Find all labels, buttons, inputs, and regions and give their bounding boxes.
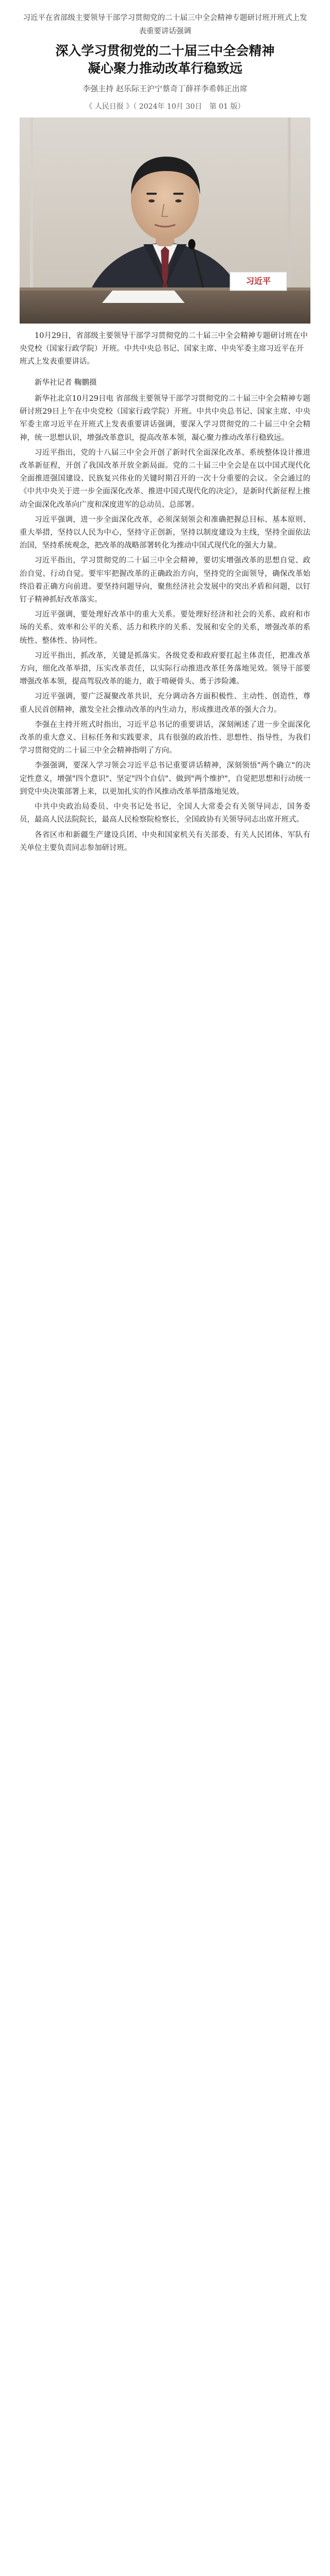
- body-paragraph: 李强强调，要深入学习领会习近平总书记重要讲话精神，深刻领悟"两个确立"的决定性意义，增强"四个意识"、坚定"四个自信"、做到"两个维护"，自觉把思想和行动统一到党中央决策部署上来，以更加扎实的作风推动改革举措落地见效。: [20, 761, 310, 796]
- title-line-1: 深入学习贯彻党的二十届三中全会精神: [55, 43, 275, 58]
- photo-caption: 10月29日，省部级主要领导干部学习贯彻党的二十届三中全会精神专题研讨班在中央党校（国家行政学院）开班。中共中央总书记、国家主席、中央军委主席习近平在开班式上发表重要讲话。: [20, 332, 308, 366]
- body-paragraph: 习近平指出，抓改革，关键是抓落实。各级党委和政府要扛起主体责任，把准改革方向，细化改革举措，压实改革责任，以实际行动推进改革任务落地见效。领导干部要增强改革本领，提高驾驭改革的能力，敢于啃硬骨头、勇于涉险滩。: [20, 651, 310, 686]
- body-paragraph: 各省区市和新疆生产建设兵团、中央和国家机关有关部委、有关人民团体、军队有关单位主要负责同志参加研讨班。: [20, 831, 310, 852]
- article-body: [20, 393, 310, 855]
- body-paragraph: 习近平强调，要处理好改革中的重大关系。要处理好经济和社会的关系、政府和市场的关系、效率和公平的关系、活力和秩序的关系、发展和安全的关系，增强改革的系统性、整体性、协同性。: [20, 611, 310, 645]
- body-paragraph: 新华社北京10月29日电 省部级主要领导干部学习贯彻党的二十届三中全会精神专题研讨班29日上午在中央党校（国家行政学院）开班。中共中央总书记、国家主席、中央军委主席习近平在开班式上发表重要讲话强调，要深入学习贯彻党的二十届三中全会精神，统一思想认识，增强改革意识，提高改革本领，凝心聚力推动改革行稳致远。: [20, 395, 310, 442]
- body-paragraph: 李强在主持开班式时指出，习近平总书记的重要讲话，深刻阐述了进一步全面深化改革的重大意义、目标任务和实践要求，具有很强的政治性、思想性、指导性，为我们学习贯彻党的二十届三中全会精神指明了方向。: [20, 720, 310, 755]
- body-paragraph: 习近平指出，党的十八届三中全会开创了新时代全面深化改革、系统整体设计推进改革新征程，开创了我国改革开放全新局面。党的二十届三中全会是在以中国式现代化全面推进强国建设、民族复兴伟业的关键时期召开的一次十分重要的会议。全会通过的《中共中央关于进一步全面深化改革、推进中国式现代化的决定》，是新时代新征程上推动全面深化改革向广度和深度进军的总动员、总部署。: [20, 448, 310, 509]
- body-paragraph: 习近平强调，进一步全面深化改革，必须深刻领会和准确把握总目标、基本原则、重大举措，坚持以人民为中心，坚持守正创新，坚持以制度建设为主线，坚持全面依法治国，坚持系统观念，把改革的战略部署转化为推动中国式现代化的强大力量。: [20, 515, 310, 550]
- nameplate-label: 习近平: [245, 276, 271, 286]
- article-source: 《 人民日报 》（ 2024年 10月 30日 第 01 版）: [85, 103, 245, 111]
- body-paragraph: 习近平强调，要广泛凝聚改革共识，充分调动各方面积极性、主动性、创造性，尊重人民首创精神，激发全社会推动改革的内生动力，形成推进改革的强大合力。: [20, 692, 310, 714]
- title-line-2: 凝心聚力推动改革行稳致远: [87, 61, 242, 76]
- byline-1: 李强主持 赵乐际王沪宁蔡奇丁薛祥李希韩正出席: [82, 84, 248, 93]
- body-paragraph: 习近平指出，学习贯彻党的二十届三中全会精神，要切实增强改革的思想自觉、政治自觉、行动自觉。要牢牢把握改革的正确政治方向，坚持党的全面领导，确保改革始终沿着正确方向前进。要坚持问题导向，聚焦经济社会发展中的突出矛盾和问题，以钉钉子精神抓好改革落实。: [20, 556, 310, 604]
- speaker-photo-illustration: [20, 117, 310, 324]
- bylines: [20, 82, 310, 95]
- photo-credit: 新华社记者 鞠鹏摄: [35, 379, 97, 387]
- body-paragraph: 中共中央政治局委员、中央书记处书记，全国人大常委会有关领导同志，国务委员，最高人民法院院长，最高人民检察院检察长，全国政协有关领导同志出席开班式。: [20, 803, 310, 824]
- article-subtitle: 习近平在省部级主要领导干部学习贯彻党的二十届三中全会精神专题研讨班开班式上发表重要讲话强调: [23, 14, 307, 36]
- article-photo: [20, 117, 310, 324]
- article-title: [20, 42, 310, 77]
